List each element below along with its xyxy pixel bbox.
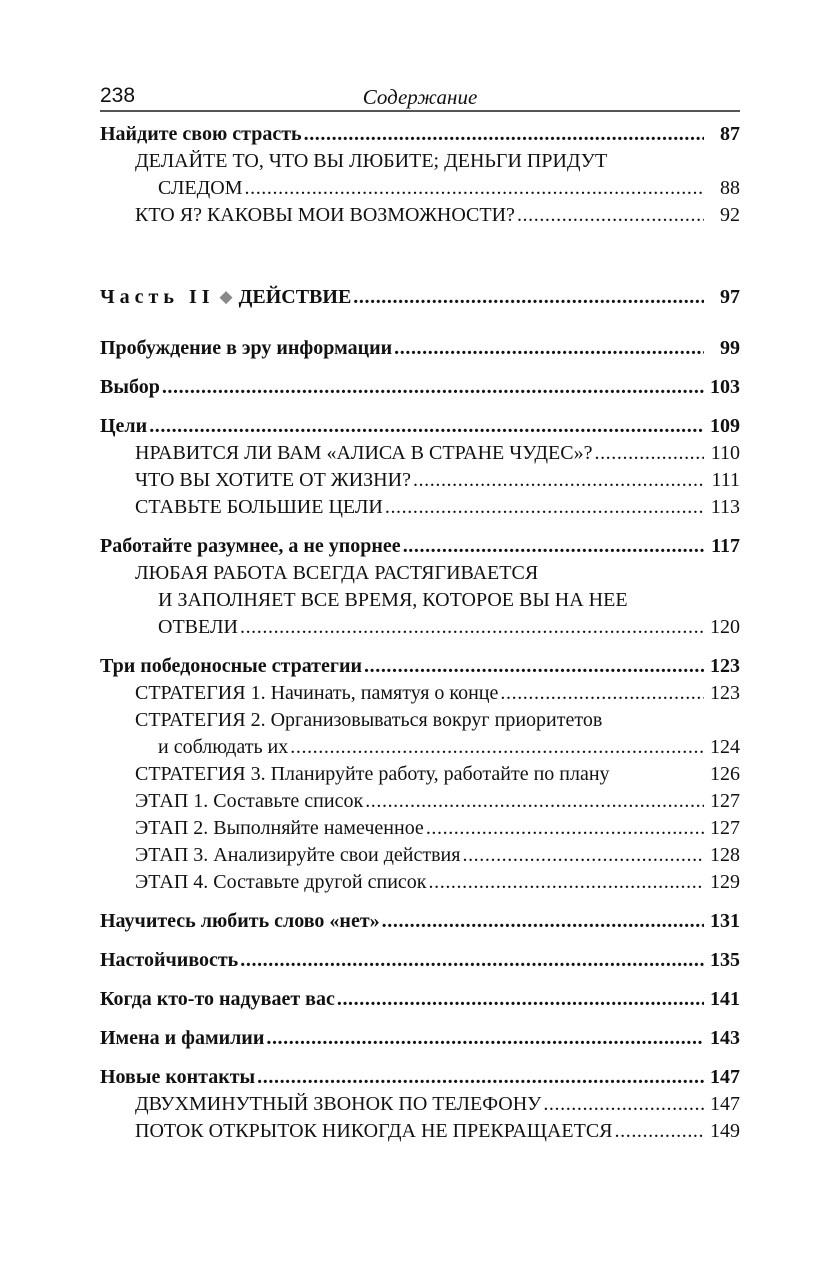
toc-section: СТРАТЕГИЯ 2. Организовываться вокруг приоритетов	[135, 709, 603, 731]
part-label: Часть II	[100, 286, 215, 308]
toc-chapter: Работайте разумнее, а не упорнее ..... 117	[100, 533, 740, 560]
header-rule	[100, 110, 740, 112]
toc-section: СТАВЬТЕ БОЛЬШИЕ ЦЕЛИ ..... 113	[100, 494, 740, 521]
page-number: 238	[100, 84, 136, 107]
toc-chapter: Настойчивость ..... 135	[100, 947, 740, 974]
toc-chapter: Выбор ..... 103	[100, 374, 740, 401]
running-title: Содержание	[362, 85, 478, 109]
toc-section: ДВУХМИНУТНЫЙ ЗВОНОК ПО ТЕЛЕФОНУ ..... 147	[100, 1091, 740, 1118]
toc-chapter: Новые контакты ..... 147	[100, 1064, 740, 1091]
toc-section: ПОТОК ОТКРЫТОК НИКОГДА НЕ ПРЕКРАЩАЕТСЯ ..... 149	[100, 1118, 740, 1145]
toc-section: ЭТАП 4. Составьте другой список ..... 129	[100, 869, 740, 896]
toc-chapter: Имена и фамилии ..... 143	[100, 1025, 740, 1052]
toc-chapter: Научитесь любить слово «нет» ..... 131	[100, 908, 740, 935]
diamond-icon: ◆	[219, 287, 233, 306]
toc-section: СЛЕДОМ ..... 88	[100, 175, 740, 202]
toc-section: СТРАТЕГИЯ 3. Планируйте работу, работайте по плану 126	[135, 763, 740, 785]
toc-chapter: Найдите свою страсть ..... 87	[100, 121, 740, 148]
toc-section: И ЗАПОЛНЯЕТ ВСЕ ВРЕМЯ, КОТОРОЕ ВЫ НА НЕЕ	[158, 589, 628, 611]
toc-section: ЭТАП 1. Составьте список ..... 127	[100, 788, 740, 815]
toc-section: и соблюдать их ..... 124	[100, 734, 740, 761]
toc-section: ЭТАП 3. Анализируйте свои действия ..... 128	[100, 842, 740, 869]
toc-section: ЭТАП 2. Выполняйте намеченное ..... 127	[100, 815, 740, 842]
toc-chapter: Когда кто-то надувает вас ..... 141	[100, 986, 740, 1013]
part-title: ДЕЙСТВИЕ	[238, 286, 352, 308]
toc-section: ДЕЛАЙТЕ ТО, ЧТО ВЫ ЛЮБИТЕ; ДЕНЬГИ ПРИДУТ	[135, 150, 608, 172]
toc-section: НРАВИТСЯ ЛИ ВАМ «АЛИСА В СТРАНЕ ЧУДЕС»? ..... 110	[100, 440, 740, 467]
toc-section: СТРАТЕГИЯ 1. Начинать, памятуя о конце ..... 123	[100, 680, 740, 707]
toc-section: КТО Я? КАКОВЫ МОИ ВОЗМОЖНОСТИ? ..... 92	[100, 202, 740, 229]
toc-section: ЛЮБАЯ РАБОТА ВСЕГДА РАСТЯГИВАЕТСЯ	[135, 562, 539, 584]
toc-section: ЧТО ВЫ ХОТИТЕ ОТ ЖИЗНИ? ..... 111	[100, 467, 740, 494]
toc-part: Часть II ◆ ДЕЙСТВИЕ ..... 97	[100, 284, 740, 311]
toc-section: ОТВЕЛИ ..... 120	[100, 614, 740, 641]
table-of-contents	[100, 121, 740, 1145]
toc-chapter: Цели ..... 109	[100, 413, 740, 440]
toc-chapter: Пробуждение в эру информации ..... 99	[100, 335, 740, 362]
toc-chapter: Три победоносные стратегии ..... 123	[100, 653, 740, 680]
page-header	[100, 84, 740, 110]
